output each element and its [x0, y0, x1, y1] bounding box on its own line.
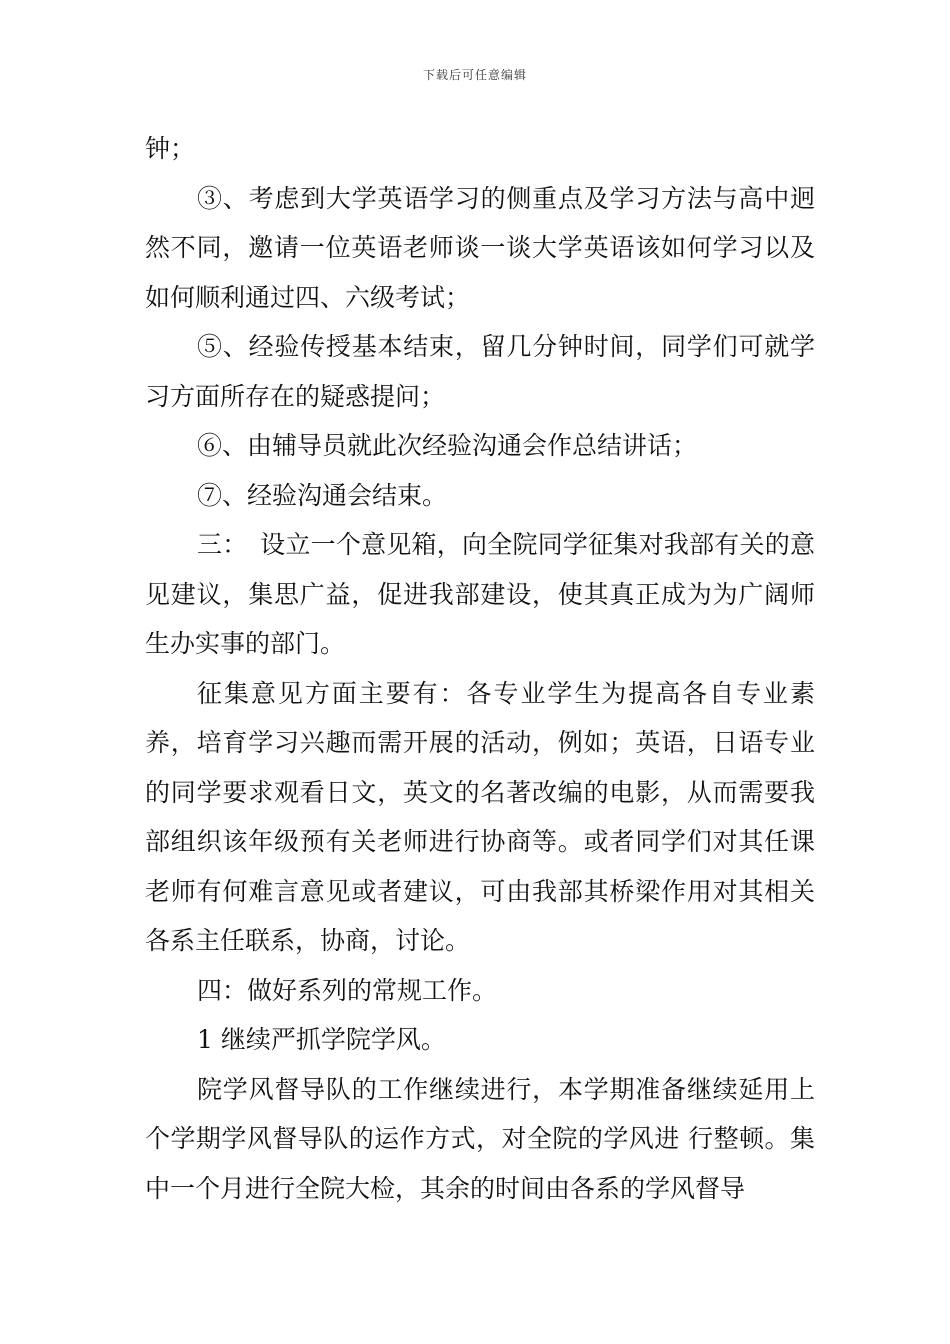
paragraph-7: 征集意见方面主要有：各专业学生为提高各自专业素养，培育学习兴趣而需开展的活动，例如；英语，日语专业的同学要求观看日文，英文的名著改编的电影，从而需要我部组织该年级预有关老师进行协商等。或者同学们对其任课老师有何难言意见或者建议，可由我部其桥梁作用对其相关各系主任联系，协商，讨论。: [145, 678, 815, 955]
paragraph-8: 四：做好系列的常规工作。: [197, 975, 498, 1005]
paragraph-10: 院学风督导队的工作继续进行，本学期准备继续延用上个学期学风督导队的运作方式，对全院的学风进 行整顿。集中一个月进行全院大检，其余的时间由各系的学风督导: [145, 1074, 815, 1203]
paragraph-2: ③、考虑到大学英语学习的侧重点及学习方法与高中迥然不同，邀请一位英语老师谈一谈大学英语该如何学习以及如何顺利通过四、六级考试；: [145, 183, 815, 312]
paragraph-9: 1 继续严抓学院学风。: [197, 1025, 446, 1054]
paragraph-4: ⑥、由辅导员就此次经验沟通会作总结讲话；: [197, 431, 698, 460]
document-body: [145, 124, 815, 1213]
page-header: 下载后可任意编辑: [422, 68, 527, 82]
paragraph-3: ⑤、经验传授基本结束，留几分钟时间，同学们可就学习方面所存在的疑惑提问；: [145, 332, 815, 411]
paragraph-6: 三： 设立一个意见箱，向全院同学征集对我部有关的意见建议，集思广益，促进我部建设，使其真正成为为广阔师生办实事的部门。: [145, 530, 815, 658]
paragraph-5: ⑦、经验沟通会结束。: [197, 480, 448, 510]
paragraph-1: 钟；: [145, 134, 196, 163]
